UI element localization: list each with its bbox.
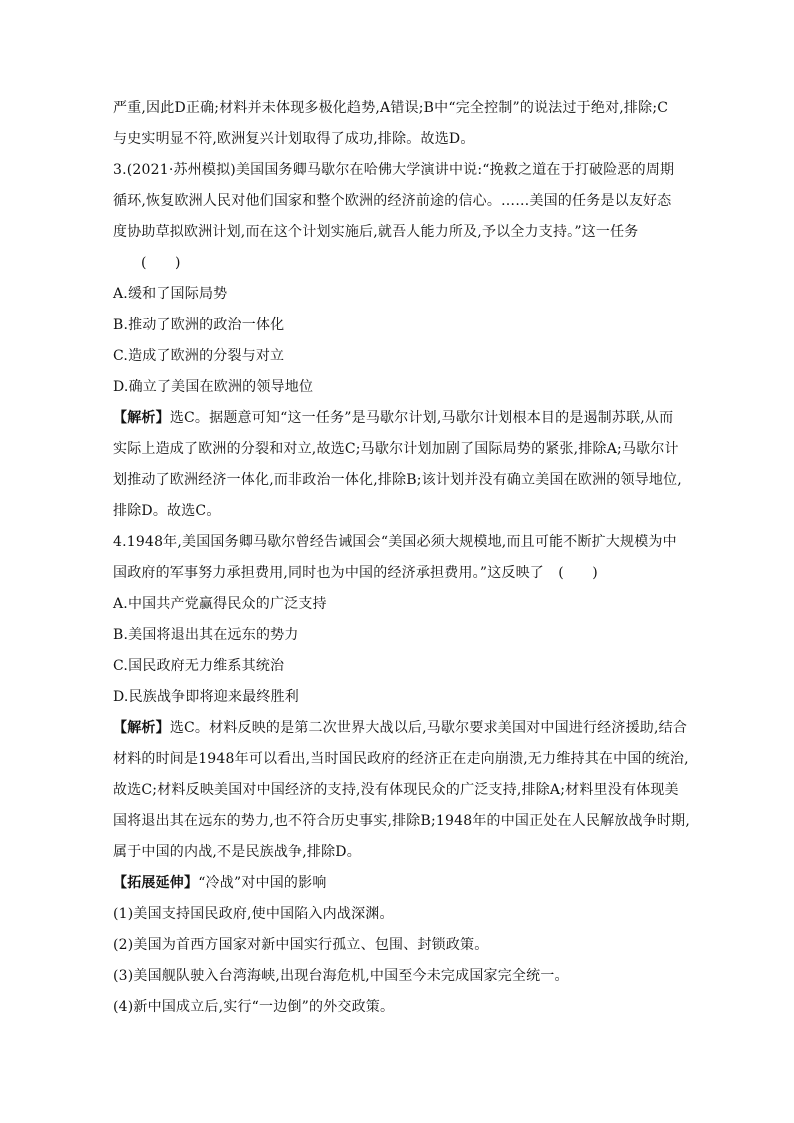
option-d: D.民族战争即将迎来最终胜利 <box>113 689 299 705</box>
analysis-line: 材料的时间是1948年可以看出,当时国民政府的经济正在走向崩溃,无力维持其在中国的统治, <box>113 751 689 767</box>
extension-heading <box>113 873 683 893</box>
question-stem-line: 循环,恢复欧洲人民对他们国家和整个欧洲的经济前途的信心。……美国的任务是以友好态 <box>113 193 672 209</box>
option-b: B.美国将退出其在远东的势力 <box>113 627 299 643</box>
extension-tag: 【拓展延伸】 <box>113 875 199 891</box>
analysis-line <box>113 718 688 738</box>
extension-item: (4)新中国成立后,实行“一边倒”的外交政策。 <box>113 999 395 1015</box>
option-b: B.推动了欧洲的政治一体化 <box>113 317 285 333</box>
analysis-tag: 【解析】 <box>113 720 170 736</box>
text-line: 与史实明显不符,欧洲复兴计划取得了成功,排除。故选D。 <box>113 131 475 147</box>
question-stem-line: 4.1948年,美国国务卿马歇尔曾经告诫国会“美国必须大规模地,而且可能不断扩大规模为中 <box>113 534 677 550</box>
analysis-line: 故选C;材料反映美国对中国经济的支持,没有体现民众的广泛支持,排除A;材料里没有体现美 <box>113 782 679 798</box>
extension-item: (3)美国舰队驶入台湾海峡,出现台海危机,中国至今未完成国家完全统一。 <box>113 968 569 984</box>
extension-item: (2)美国为首西方国家对新中国实行孤立、包围、封锁政策。 <box>113 937 489 953</box>
analysis-text: 选C。材料反映的是第二次世界大战以后,马歇尔要求美国对中国进行经济援助,结合 <box>169 720 688 736</box>
extension-section <box>113 873 683 1017</box>
option-c: C.造成了欧洲的分裂与对立 <box>113 348 285 364</box>
analysis-line: 国将退出其在远东的势力,也不符合历史事实,排除B;1948年的中国正处在人民解放战争时期, <box>113 813 690 829</box>
analysis-line <box>113 408 683 428</box>
analysis-line: 属于中国的内战,不是民族战争,排除D。 <box>113 844 361 860</box>
analysis-line: 排除D。故选C。 <box>113 503 221 519</box>
option-c: C.国民政府无力维系其统治 <box>113 658 285 674</box>
extension-item: (1)美国支持国民政府,使中国陷入内战深渊。 <box>113 906 394 922</box>
question-2-analysis-tail <box>113 98 683 149</box>
analysis-text: 选C。据题意可知“这一任务”是马歇尔计划,马歇尔计划根本目的是遏制苏联,从而 <box>169 410 674 426</box>
question-stem-line: 国政府的军事努力承担费用,同时也为中国的经济承担费用。”这反映了 ( ) <box>113 565 598 581</box>
question-3 <box>113 160 683 521</box>
question-4 <box>113 532 690 862</box>
document-page <box>113 98 690 1017</box>
extension-title: “冷战”对中国的影响 <box>198 875 327 891</box>
option-a: A.缓和了国际局势 <box>113 286 228 302</box>
answer-blank: ( ) <box>141 255 181 271</box>
analysis-line: 划推动了欧洲经济一体化,而非政治一体化,排除B;该计划并没有确立美国在欧洲的领导地位, <box>113 472 682 488</box>
analysis-tag: 【解析】 <box>113 410 170 426</box>
analysis-line: 实际上造成了欧洲的分裂和对立,故选C;马歇尔计划加剧了国际局势的紧张,排除A;马歇尔计 <box>113 441 679 457</box>
text-line: 严重,因此D正确;材料并未体现多极化趋势,A错误;B中“完全控制”的说法过于绝对,排除;C <box>113 100 669 116</box>
option-a: A.中国共产党赢得民众的广泛支持 <box>113 596 327 612</box>
question-stem-line: 3.(2021·苏州模拟)美国国务卿马歇尔在哈佛大学演讲中说:“挽救之道在于打破险恶的周期 <box>113 162 675 178</box>
option-d: D.确立了美国在欧洲的领导地位 <box>113 379 314 395</box>
question-stem-line: 度协助草拟欧洲计划,而在这个计划实施后,就吾人能力所及,予以全力支持。”这一任务 <box>113 224 639 240</box>
